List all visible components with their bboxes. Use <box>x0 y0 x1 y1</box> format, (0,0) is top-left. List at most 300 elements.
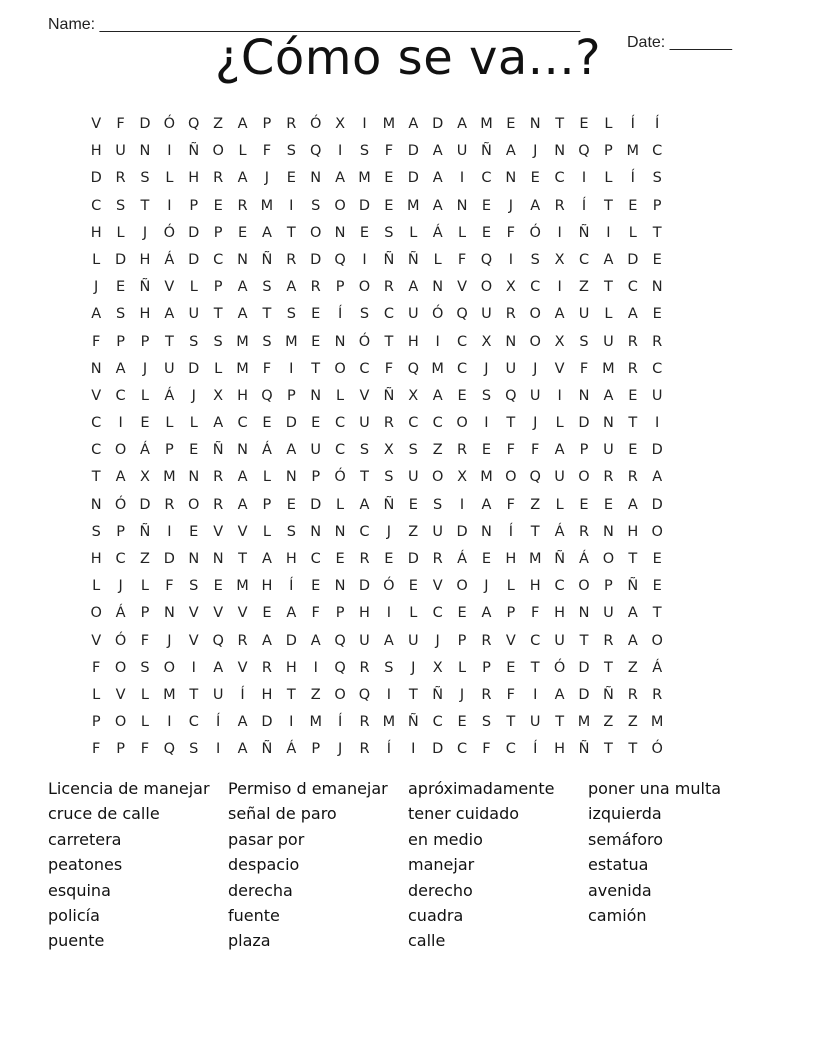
grid-letter: A <box>310 632 321 649</box>
grid-letter: C <box>91 442 102 459</box>
grid-letter: C <box>115 387 126 404</box>
grid-letter: M <box>382 714 396 731</box>
grid-letter: Ñ <box>602 686 614 703</box>
grid-letter: T <box>408 686 418 703</box>
grid-letter: L <box>165 415 174 432</box>
grid-letter: P <box>189 197 199 214</box>
word-bank-item: plaza <box>228 931 271 951</box>
grid-letter: I <box>362 116 367 132</box>
word-bank-item: cruce de calle <box>48 804 160 824</box>
grid-letter: E <box>384 551 394 567</box>
grid-letter: C <box>237 415 248 432</box>
grid-letter: Ñ <box>188 143 200 160</box>
grid-letter: I <box>557 224 562 241</box>
grid-letter: V <box>91 116 102 132</box>
grid-letter: E <box>481 442 492 459</box>
grid-letter: M <box>382 116 396 132</box>
grid-letter: S <box>579 333 589 350</box>
grid-letter: X <box>554 333 565 350</box>
grid-row <box>84 631 732 658</box>
grid-letter: L <box>140 714 150 731</box>
word-bank-item: Permiso d emanejar <box>228 779 388 798</box>
grid-letter: T <box>579 632 589 649</box>
grid-letter: Á <box>164 251 175 268</box>
grid-letter: Q <box>456 306 468 323</box>
grid-letter: N <box>188 469 200 486</box>
grid-letter: E <box>262 605 272 622</box>
grid-letter: L <box>628 224 637 241</box>
grid-letter: N <box>505 333 517 350</box>
grid-letter: R <box>652 686 663 703</box>
grid-letter: R <box>627 686 638 703</box>
grid-letter: U <box>651 387 663 404</box>
grid-letter: S <box>481 387 492 404</box>
grid-letter: H <box>554 605 566 622</box>
grid-letter: N <box>90 496 102 513</box>
grid-letter: A <box>261 551 272 567</box>
grid-row <box>84 440 732 467</box>
word-bank-row <box>48 931 768 956</box>
grid-letter: O <box>529 306 541 323</box>
grid-letter: Z <box>140 551 150 567</box>
grid-letter: T <box>140 197 150 214</box>
grid-letter: L <box>165 170 174 187</box>
grid-letter: A <box>213 415 224 432</box>
grid-letter: Ó <box>114 496 127 513</box>
grid-letter: F <box>457 251 467 268</box>
grid-letter: E <box>481 551 492 567</box>
grid-letter: R <box>627 469 638 486</box>
grid-letter: M <box>163 469 176 486</box>
grid-letter: I <box>191 659 196 676</box>
grid-letter: A <box>261 632 272 649</box>
grid-letter: F <box>92 741 101 758</box>
grid-letter: T <box>652 605 662 622</box>
grid-letter: D <box>432 741 444 758</box>
grid-letter: D <box>651 496 663 513</box>
grid-letter: R <box>383 415 394 432</box>
grid-letter: H <box>627 523 639 540</box>
grid-row <box>84 141 732 168</box>
grid-letter: N <box>163 605 175 622</box>
grid-row <box>84 250 732 277</box>
grid-letter: E <box>384 170 394 187</box>
grid-letter: A <box>457 116 468 132</box>
word-bank-item: carretera <box>48 829 122 849</box>
grid-letter: H <box>188 170 200 187</box>
grid-letter: Q <box>529 469 541 486</box>
grid-letter: C <box>91 197 102 214</box>
grid-letter: Z <box>603 714 614 731</box>
grid-letter: L <box>92 251 101 268</box>
grid-letter: A <box>237 116 248 132</box>
grid-letter: L <box>604 116 613 132</box>
grid-letter: T <box>91 469 101 486</box>
grid-letter: Ó <box>358 333 371 350</box>
grid-letter: R <box>237 632 248 649</box>
grid-letter: E <box>652 551 662 567</box>
grid-letter: M <box>480 469 493 486</box>
grid-letter: A <box>213 659 224 676</box>
grid-letter: I <box>484 415 489 432</box>
grid-letter: J <box>264 170 270 187</box>
grid-letter: Ñ <box>432 686 444 703</box>
grid-letter: I <box>167 523 172 540</box>
grid-letter: Q <box>358 686 371 703</box>
grid-letter: Ó <box>383 578 395 595</box>
grid-letter: U <box>310 442 322 459</box>
grid-letter: A <box>554 686 565 703</box>
grid-row <box>84 576 732 603</box>
grid-letter: Ó <box>553 659 566 676</box>
word-bank-item: avenida <box>588 880 652 900</box>
grid-letter: T <box>238 551 247 567</box>
grid-letter: H <box>237 387 248 404</box>
grid-letter: A <box>335 170 346 187</box>
grid-letter: L <box>238 143 247 160</box>
grid-letter: L <box>336 496 345 513</box>
grid-letter: C <box>359 360 370 377</box>
grid-letter: V <box>554 360 565 377</box>
grid-letter: A <box>432 387 443 404</box>
grid-letter: D <box>261 714 273 731</box>
grid-letter: U <box>407 632 419 649</box>
grid-letter: L <box>458 659 467 676</box>
grid-letter: O <box>578 469 590 486</box>
grid-letter: C <box>310 551 321 567</box>
grid-letter: A <box>164 306 175 323</box>
grid-letter: F <box>140 632 150 649</box>
grid-letter: S <box>91 523 101 540</box>
grid-letter: C <box>213 251 224 268</box>
grid-letter: Í <box>216 714 221 731</box>
grid-letter: Ñ <box>578 224 590 241</box>
grid-letter: N <box>578 387 590 404</box>
grid-letter: A <box>627 605 638 622</box>
grid-letter: R <box>383 279 394 296</box>
grid-letter: R <box>213 170 224 187</box>
grid-letter: O <box>456 578 468 595</box>
grid-letter: R <box>578 523 590 540</box>
grid-letter: Ñ <box>407 714 419 731</box>
grid-letter: Í <box>655 116 660 132</box>
grid-letter: O <box>602 551 615 567</box>
grid-letter: E <box>530 170 540 187</box>
grid-letter: S <box>652 170 662 187</box>
grid-letter: Á <box>140 442 150 459</box>
grid-letter: E <box>457 605 467 622</box>
word-bank-item: derecho <box>408 880 473 900</box>
grid-letter: D <box>139 116 151 132</box>
grid-letter: L <box>189 415 198 432</box>
grid-letter: T <box>286 224 296 241</box>
grid-letter: O <box>334 360 346 377</box>
grid-letter: E <box>286 496 296 513</box>
grid-letter: V <box>432 578 443 595</box>
grid-letter: A <box>603 251 614 268</box>
grid-letter: U <box>505 360 517 377</box>
grid-row <box>84 522 732 549</box>
grid-letter: E <box>481 197 492 214</box>
grid-letter: S <box>140 170 150 187</box>
grid-letter: R <box>359 714 370 731</box>
grid-letter: H <box>139 306 151 323</box>
grid-letter: F <box>262 143 272 160</box>
word-bank-row <box>48 779 768 804</box>
grid-letter: H <box>285 551 297 567</box>
word-bank-row <box>48 804 768 829</box>
grid-letter: S <box>359 442 370 459</box>
grid-letter: T <box>384 333 394 350</box>
grid-letter: V <box>213 523 224 540</box>
grid-letter: O <box>578 578 590 595</box>
grid-row <box>84 386 732 413</box>
grid-letter: T <box>506 415 516 432</box>
grid-letter: L <box>604 170 613 187</box>
grid-letter: A <box>261 224 272 241</box>
grid-letter: J <box>337 741 343 758</box>
grid-row <box>84 603 732 630</box>
grid-letter: U <box>603 605 614 622</box>
grid-letter: A <box>286 442 297 459</box>
grid-row <box>84 495 732 522</box>
grid-letter: O <box>90 605 102 622</box>
grid-letter: X <box>383 442 394 459</box>
grid-letter: N <box>285 469 297 486</box>
grid-letter: H <box>90 551 102 567</box>
grid-letter: F <box>92 333 101 350</box>
grid-letter: A <box>481 496 492 513</box>
grid-letter: R <box>481 686 492 703</box>
grid-letter: F <box>506 496 515 513</box>
grid-letter: U <box>529 387 541 404</box>
grid-row <box>84 712 732 739</box>
grid-letter: Á <box>261 442 272 459</box>
grid-letter: S <box>286 306 296 323</box>
grid-letter: T <box>628 551 638 567</box>
word-bank-item: Licencia de manejar <box>48 779 210 798</box>
grid-letter: R <box>237 197 248 214</box>
grid-letter: D <box>90 170 102 187</box>
grid-letter: E <box>237 224 248 241</box>
grid-letter: D <box>188 224 200 241</box>
grid-letter: P <box>213 224 223 241</box>
grid-letter: L <box>116 224 125 241</box>
grid-letter: S <box>433 496 443 513</box>
grid-letter: P <box>213 279 223 296</box>
grid-letter: V <box>115 686 126 703</box>
word-search-grid <box>84 114 732 767</box>
grid-letter: S <box>115 306 126 323</box>
grid-letter: L <box>214 360 223 377</box>
grid-letter: Ñ <box>383 387 395 404</box>
grid-letter: F <box>116 116 125 132</box>
grid-letter: S <box>262 279 272 296</box>
grid-letter: I <box>459 496 465 513</box>
grid-letter: Q <box>505 387 517 404</box>
grid-letter: D <box>139 496 151 513</box>
word-bank-item: calle <box>408 931 446 951</box>
word-bank-item: semáforo <box>588 829 664 849</box>
grid-letter: T <box>262 306 272 323</box>
grid-letter: I <box>289 714 294 731</box>
grid-letter: J <box>435 632 440 649</box>
grid-letter: N <box>139 143 151 160</box>
grid-letter: F <box>384 360 394 377</box>
grid-letter: O <box>480 279 493 296</box>
grid-letter: T <box>603 659 613 676</box>
grid-letter: Ñ <box>383 251 395 268</box>
date-field-label: Date: _______ <box>627 34 732 51</box>
name-field-label: Name: ______________________________________________________ <box>48 16 581 33</box>
grid-letter: H <box>407 333 419 350</box>
grid-letter: A <box>627 632 638 649</box>
grid-letter: T <box>628 741 638 758</box>
grid-letter: I <box>313 659 318 676</box>
grid-letter: Í <box>337 714 343 731</box>
grid-letter: F <box>506 224 515 241</box>
grid-letter: J <box>411 659 416 676</box>
grid-letter: A <box>652 469 663 486</box>
grid-letter: V <box>237 659 248 676</box>
grid-letter: T <box>530 523 540 540</box>
grid-letter: H <box>261 578 273 595</box>
grid-letter: C <box>578 251 590 268</box>
grid-row <box>84 359 732 386</box>
grid-letter: D <box>188 360 200 377</box>
grid-letter: T <box>311 360 321 377</box>
grid-letter: Z <box>310 686 321 703</box>
grid-letter: H <box>90 143 102 160</box>
grid-letter: S <box>286 523 296 540</box>
grid-letter: L <box>336 387 345 404</box>
grid-letter: R <box>310 279 321 296</box>
grid-letter: F <box>506 686 515 703</box>
grid-letter: P <box>335 605 345 622</box>
grid-letter: Ñ <box>139 523 151 540</box>
grid-letter: Q <box>163 741 176 758</box>
grid-letter: R <box>164 496 175 513</box>
grid-letter: M <box>260 197 274 214</box>
grid-letter: A <box>530 197 541 214</box>
grid-letter: A <box>237 714 248 731</box>
grid-letter: P <box>311 741 321 758</box>
grid-letter: T <box>603 279 613 296</box>
grid-letter: O <box>163 659 176 676</box>
grid-letter: C <box>115 551 126 567</box>
grid-letter: M <box>626 143 640 160</box>
grid-letter: C <box>188 714 199 731</box>
grid-letter: P <box>116 741 125 758</box>
grid-letter: X <box>457 469 468 486</box>
grid-letter: M <box>358 170 371 187</box>
grid-letter: A <box>237 496 248 513</box>
grid-letter: I <box>606 224 611 241</box>
grid-letter: R <box>554 197 565 214</box>
grid-letter: X <box>554 251 565 268</box>
grid-letter: Q <box>310 143 322 160</box>
grid-letter: V <box>164 279 175 296</box>
grid-letter: I <box>533 686 538 703</box>
grid-letter: P <box>140 605 150 622</box>
grid-letter: P <box>116 523 125 540</box>
grid-letter: J <box>191 387 196 404</box>
grid-letter: R <box>603 469 614 486</box>
grid-letter: A <box>554 442 565 459</box>
grid-letter: E <box>652 578 662 595</box>
grid-letter: X <box>432 659 443 676</box>
grid-letter: N <box>334 333 346 350</box>
grid-letter: F <box>165 578 174 595</box>
grid-row <box>84 223 732 250</box>
grid-letter: Ó <box>163 116 176 132</box>
grid-letter: Q <box>212 632 224 649</box>
grid-letter: E <box>335 551 345 567</box>
grid-letter: P <box>604 143 613 160</box>
grid-letter: C <box>335 442 346 459</box>
grid-letter: P <box>116 333 125 350</box>
grid-letter: P <box>140 333 150 350</box>
grid-letter: P <box>286 387 296 404</box>
grid-letter: N <box>481 523 492 540</box>
grid-letter: H <box>139 251 151 268</box>
grid-letter: A <box>603 387 614 404</box>
grid-letter: O <box>529 333 541 350</box>
grid-letter: M <box>309 714 322 731</box>
grid-letter: T <box>286 686 296 703</box>
grid-letter: S <box>384 469 394 486</box>
grid-letter: N <box>90 360 102 377</box>
grid-letter: S <box>262 333 272 350</box>
grid-letter: S <box>140 659 150 676</box>
grid-letter: I <box>581 170 587 187</box>
grid-letter: D <box>578 659 590 676</box>
grid-letter: U <box>359 632 370 649</box>
grid-letter: O <box>651 523 663 540</box>
grid-letter: U <box>188 306 200 323</box>
grid-letter: F <box>140 741 150 758</box>
grid-letter: N <box>554 143 566 160</box>
grid-letter: S <box>115 197 126 214</box>
grid-letter: Á <box>164 387 175 404</box>
grid-letter: Ñ <box>481 143 492 160</box>
grid-letter: F <box>92 659 101 676</box>
grid-letter: R <box>115 170 126 187</box>
grid-letter: H <box>359 605 370 622</box>
grid-letter: N <box>602 523 614 540</box>
grid-letter: Ñ <box>407 251 419 268</box>
grid-letter: I <box>337 143 343 160</box>
grid-letter: I <box>386 605 392 622</box>
grid-letter: D <box>456 523 468 540</box>
grid-letter: Q <box>334 251 346 268</box>
grid-letter: Ó <box>310 116 322 132</box>
grid-letter: E <box>628 442 638 459</box>
grid-letter: Ñ <box>261 741 273 758</box>
grid-letter: R <box>213 496 224 513</box>
grid-letter: A <box>115 360 126 377</box>
grid-letter: V <box>237 523 248 540</box>
grid-letter: Á <box>115 605 126 622</box>
grid-letter: C <box>652 360 663 377</box>
grid-letter: I <box>557 279 562 296</box>
grid-letter: E <box>603 496 613 513</box>
grid-letter: Q <box>334 659 346 676</box>
grid-letter: F <box>531 605 540 622</box>
grid-letter: C <box>456 333 468 350</box>
grid-letter: E <box>384 197 394 214</box>
grid-letter: R <box>261 659 272 676</box>
